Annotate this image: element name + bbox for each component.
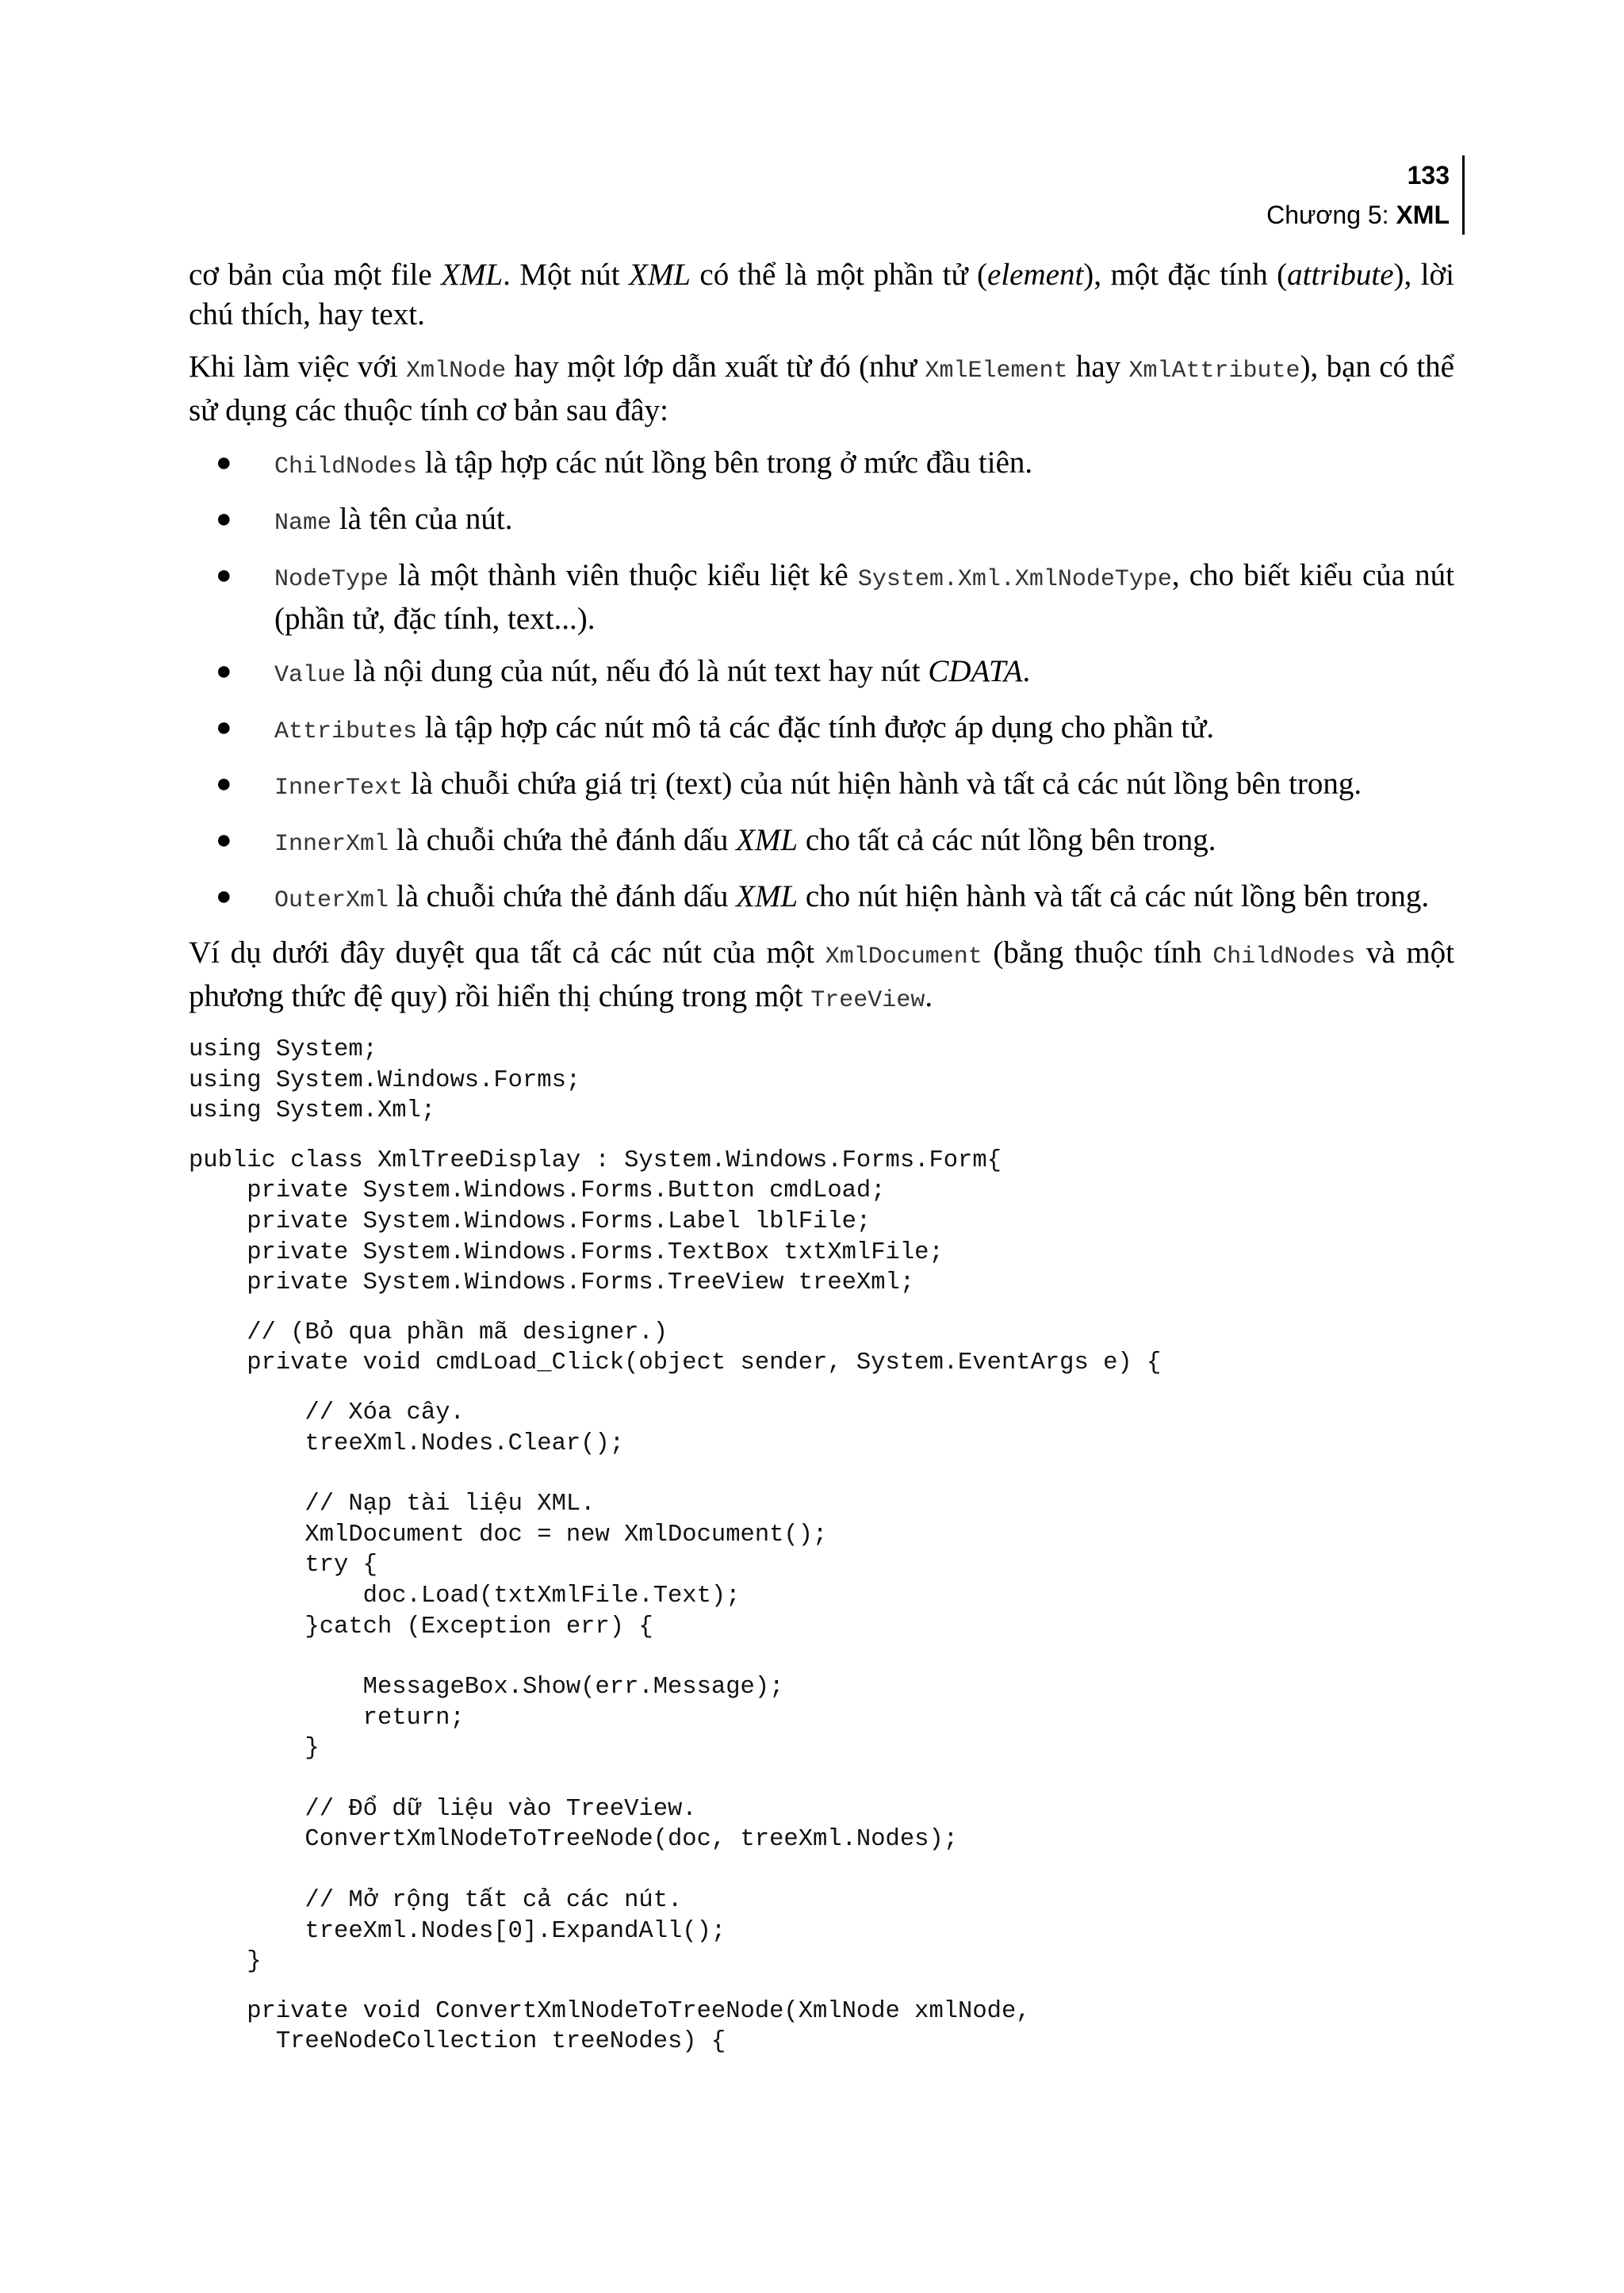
text-em: XML [441,258,504,292]
code-convert-call: // Đổ dữ liệu vào TreeView. ConvertXmlNodeToTreeNode(doc, treeXml.Nodes); [304,1795,959,1854]
text-em: XML [629,258,691,292]
code-class-declaration: public class XmlTreeDisplay : System.Windows.Forms.Form{ private System.Windows.Forms.Button cmdLoad; private System.Windows.Forms.Label lblFile; private System.Windows.Forms.TextBox txtXmlFile; private System.Windows.Forms.TreeView treeXml; [189,1146,1002,1297]
page-header [1053,155,1450,235]
text: . Một nút [503,258,629,292]
code-term: XmlElement [925,358,1068,385]
code-clear-tree: // Xóa cây. treeXml.Nodes.Clear(); [304,1399,625,1457]
code-term: System.Xml.XmlNodeType [857,566,1172,593]
text: ), một đặc tính ( [1083,258,1288,292]
text: (bằng thuộc tính [982,936,1213,970]
text: là chuỗi chứa thẻ đánh dấu [389,823,737,857]
code-term: InnerXml [274,831,389,858]
text: Ví dụ dưới đây duyệt qua tất cả các nút của một [189,936,825,970]
bullet-icon: ● [216,825,232,855]
text: Khi làm việc với [189,350,407,384]
code-term: XmlAttribute [1128,358,1300,385]
list-item [189,821,1454,864]
code-term: TreeView [810,987,925,1014]
code-term: ChildNodes [1212,944,1356,970]
text: là tập hợp các nút lồng bên trong ở mức đầu tiên. [417,446,1033,480]
header-divider [1462,155,1465,235]
list-item [189,443,1454,487]
code-expand-all: // Mở rộng tất cả các nút. treeXml.Nodes[0].ExpandAll(); } [247,1887,726,1976]
list-item [189,877,1454,921]
text: ), lời chú thích, hay text. [189,258,1454,331]
bullet-icon: ● [216,713,232,742]
text: , cho biết kiểu của nút (phần tử, đặc tính, text...). [274,558,1454,636]
code-term: XmlDocument [825,944,982,970]
code-term: Value [274,662,347,689]
text-em: CDATA [928,654,1023,688]
bullet-icon: ● [216,504,232,534]
bullet-icon: ● [216,561,232,590]
text: có thể là một phần tử ( [691,258,988,292]
page-body [189,255,1454,2058]
text: là một thành viên thuộc kiểu liệt kê [389,558,858,592]
code-convert-method: private void ConvertXmlNodeToTreeNode(XmlNode xmlNode, TreeNodeCollection treeNodes) { [247,1997,1031,2056]
list-item [189,556,1454,639]
code-term: XmlNode [406,358,507,385]
list-item [189,500,1454,543]
text: cho tất cả các nút lồng bên trong. [798,823,1216,857]
code-catch-body: MessageBox.Show(err.Message); return; } [304,1674,784,1763]
text: cơ bản của một file [189,258,442,292]
property-list [189,443,1454,921]
text: và một phương thức đệ quy) rồi hiển thị chúng trong một [189,936,1454,1013]
text: . [1022,654,1031,688]
code-term: OuterXml [274,887,389,914]
text: hay [1067,350,1129,384]
code-term: Name [274,510,332,537]
text: là nội dung của nút, nếu đó là nút text hay nút [346,654,929,688]
paragraph-intro [189,255,1454,335]
chapter-title [1053,195,1450,235]
text: là chuỗi chứa giá trị (text) của nút hiện hành và tất cả các nút lồng bên trong. [403,767,1362,801]
bullet-icon: ● [216,882,232,911]
text: là chuỗi chứa thẻ đánh dấu [389,879,737,913]
code-term: Attributes [274,718,418,745]
paragraph-xmlnode [189,347,1454,431]
page-number: 133 [1407,161,1450,189]
chapter-prefix: Chương 5: [1266,201,1396,229]
list-item [189,708,1454,752]
chapter-name: XML [1396,201,1450,229]
bullet-icon: ● [216,769,232,798]
code-term: InnerText [274,775,404,802]
text: là tập hợp các nút mô tả các đặc tính được áp dụng cho phần tử. [417,710,1215,745]
text: . [925,979,933,1013]
bullet-icon: ● [216,448,232,477]
code-using: using System; using System.Windows.Forms; using System.Xml; [189,1036,581,1125]
bullet-icon: ● [216,657,232,686]
code-term: ChildNodes [274,454,418,480]
list-item [189,764,1454,808]
code-method-header: // (Bỏ qua phần mã designer.) private void cmdLoad_Click(object sender, System.EventArgs e) { [247,1319,1162,1377]
text: hay một lớp dẫn xuất từ đó (như [506,350,925,384]
code-term: NodeType [274,566,389,593]
paragraph-example [189,933,1454,1020]
list-item [189,652,1454,695]
text-em: attribute [1287,258,1394,292]
text: ), bạn có thể sử dụng các thuộc tính cơ bản sau đây: [189,350,1454,427]
code-load-document: // Nạp tài liệu XML. XmlDocument doc = new XmlDocument(); try { doc.Load(txtXmlFile.Text); }catch (Exception err) { [304,1491,828,1640]
text: là tên của nút. [331,502,513,536]
text-em: XML [736,823,799,857]
text-em: element [987,258,1084,292]
text-em: XML [736,879,799,913]
text: cho nút hiện hành và tất cả các nút lồng bên trong. [798,879,1430,913]
